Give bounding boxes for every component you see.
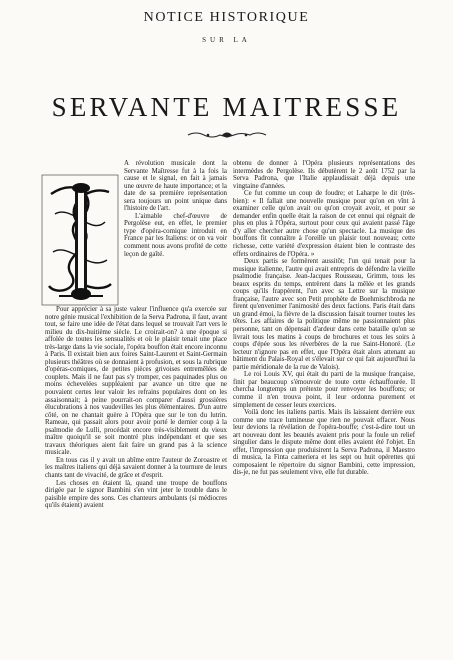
paragraph-bambini: Les choses en étaient là, quand une troupe de bouffons dirigée par le signor Bambini s'en vint jeter le trouble dans le paisible empire des sons. Ces chanteurs ambulants (si médiocres qu'ils étaient) avaient	[45, 479, 227, 510]
right-column	[233, 160, 415, 477]
paragraph-louis-xv: Le roi Louis XV, qui était du parti de la musique française, finit par beaucoup s'émouvoir de toute cette échauffourée. Il chercha longtemps un prétexte pour renvoyer les bouffons; or comme il n'en trouva point, il leur ordonna purement et simplement de cesser leurs exercices.	[233, 371, 415, 409]
paragraph-deux-partis: Deux partis se formèrent aussitôt; l'un qui tenait pour la musique italienne, l'autre qui avait entrepris de défendre la vieille psalmodie française. Jean-Jacques Rousseau, Grimm, tous les beaux esprits du temps, entrèrent dans la mêlée et les grands coups qu'ils frappèrent, l'un avec sa Lettre sur la musique française, l'autre avec son Petit prophète de Boehmischbroda ne firent qu'envenimer l'animosité des deux factions. Paris était dans un grand émoi, la fièvre de la discussion faisait tourner toutes les têtes. Les affaires de la politique même ne passionnaient plus personne, tant on dépensait d'ardeur dans cette bataille qu'on se livrait tous les matins à coups de brochures et tous les soirs à coups d'épée sous les réverbères de la rue Saint-Honoré. (Le lecteur n'ignore pas en effet, que l'Opéra était alors attenant au bâtiment du Palais-Royal et s'élevait sur ce qui fait aujourd'hui la partie méridionale de la rue de Valois).	[233, 258, 415, 371]
paragraph-pergolese: L'aimable chef-d'œuvre de Pergolèse eut, en effet, le premier type d'opéra-comique introduit en France par les Italiens: or on va voir comment nous avons profité de cette leçon de gaîté.	[124, 212, 227, 258]
paragraph-intro: A révolution musicale dont la Servante Maîtresse fut à la fois la cause et le signal, en fait à jamais une œuvre de haute importance; et la date de sa première représentation sera toujours un point unique dans l'histoire de l'art.	[124, 160, 227, 213]
paragraph-debut: obtenu de donner à l'Opéra plusieurs représentations des intermèdes de Pergolèse. Ils débutèrent le 2 août 1752 par la Serva Padrona, que l'Italie applaudissait déjà depuis une vingtaine d'années.	[233, 160, 415, 190]
paragraph-italiens-partis: Voilà donc les italiens partis. Mais ils laissaient derrière eux comme une trace lumineuse que rien ne pouvait effacer. Nous leur devions la révélation de l'opéra-bouffe; c'est-à-dire tout un art nouveau dont les beautés avaient pris pour la foule un relief singulier dans le dispute même dont elles avaient été l'objet. En effet, l'impression que produisirent la Serva Padrona, il Maestro di musica, la Finta cameriera et les sept ou huit opérettes qui composaient le répertoire du signor Bambini, cette impression, dis-je, ne fut pas seulement vive, elle fut durable.	[233, 409, 415, 477]
page-title: SERVANTE MAITRESSE	[51, 92, 402, 122]
paragraph-laharpe: Ce fut comme un coup de foudre; et Laharpe le dit (très-bien): « Il fallait une nouvelle musique pour qu'on en vînt à examiner celle qu'on avait ou qu'on croyait avoir, et pour se demander enfin quelle était la raison de cet ennui qui régnait de plus en plus à l'Opéra, surtout pour ceux qui avaient passé l'âge d'y aller chercher autre chose qu'un spectacle. La musique des bouffons fit connaître à l'oreille un plaisir tout nouveau; cette richesse, cette variété d'expression étaient bien le contraste des effets ordinaires de l'Opéra. »	[233, 190, 415, 258]
sur-la-heading: SUR LA	[202, 36, 251, 44]
paragraph-zoroastre: En tous cas il y avait un abîme entre l'auteur de Zoroastre et les maîtres italiens qui déjà savaient donner à la tournure de leurs chants tant de vivacité, de grâce et d'esprit.	[45, 456, 227, 480]
notice-heading: NOTICE HISTORIQUE	[143, 10, 310, 25]
paragraph-influence: Pour apprécier à sa juste valeur l'influence qu'a exercée sur notre génie musical l'exhibition de la Serva Padrona, il faut, avant tout, se faire une idée de l'état dans lequel se trouvait l'art vers le milieu du dix-huitième siècle. Le croirait-on? à une époque si affolée de toutes les sensualités et où le plaisir tenait une place très-large dans la vie sociale, l'opéra bouffon était encore inconnu à Paris. Il existait bien aux foires Saint-Laurent et Saint-Germain plusieurs théâtres où se donnaient à profusion, et sous la rubrique d'opéras-comiques, de petites pièces grivoises entremêlées de couplets. Mais il ne faut pas s'y tromper, ces paquinades plus ou moins échevelées suppléaient par avance un titre que ne pouvaient certes leur valoir les refrains populaires dont on les assaisonnait; à peine pourrait-on comparer d'aussi grossières élucubrations à nos vaudevilles les plus élémentaires. D'un autre côté, on ne chantait guère à l'Opéra que sur le ton du lutrin. Rameau, qui passait alors pour avoir porté le dernier coup à la psalmodie de Lulli, procédait encore très-visiblement du vieux maître quoiqu'il se soit montré plus indépendant et que ses travaux théoriques aient fait faire un grand pas à la science musicale.	[45, 306, 227, 457]
decorated-initial-l	[41, 174, 119, 306]
left-column	[45, 160, 227, 510]
ornament-divider	[186, 130, 268, 140]
